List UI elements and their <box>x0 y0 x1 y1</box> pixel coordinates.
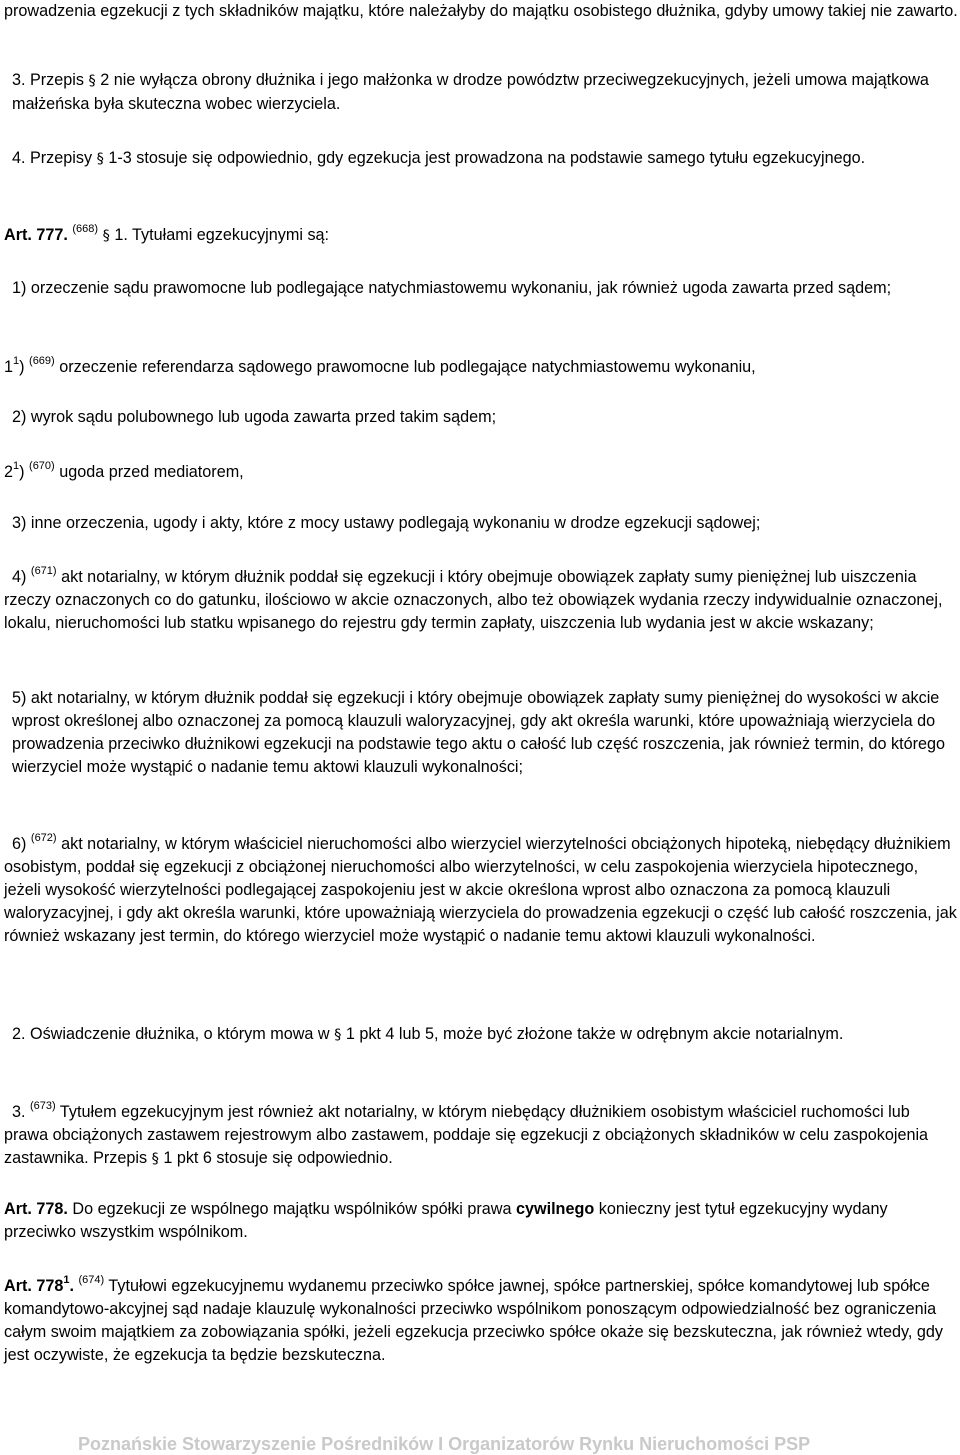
list-item-4: 4) $^{(671)}$ akt notarialny, w którym dłużnik poddał się egzekucji i który obejmuje obowiązek zapłaty sumy pieniężnej lub uiszczenia rzeczy oznaczonych co do gatunku, ilościowo w akcie oznaczonych, albo też obowiązek wydania rzeczy indywidualnie oznaczonej, lokalu, nieruchomości lub statku wpisanego do rejestru gdy termin zapłaty, uiszczenia lub wydania jest w akcie wskazany; <box>4 564 943 632</box>
list-item-2-1: $2^1$) $^{(670)}$ ugoda przed mediatorem, <box>4 459 244 481</box>
footnote-ref: (671) <box>30 564 57 577</box>
article-label: Art. 777. <box>4 226 68 244</box>
paragraph-continuation: prowadzenia egzekucji z tych składników majątku, które należałyby do majątku osobistego dłużnika, gdyby umowy takiej nie zawarto. <box>4 2 958 20</box>
article-label: Art. $778^1$. <box>4 1273 75 1295</box>
article-777-heading: Art. 777. $^{(668)}$ § 1. Tytułami egzekucyjnymi są: <box>4 222 330 244</box>
section-sign: § <box>151 1151 159 1167</box>
section-sign: § <box>88 73 96 89</box>
section-sign: § <box>96 151 104 167</box>
section-sign: § <box>102 228 110 244</box>
footnote-ref: (669) <box>29 354 55 367</box>
list-item-5: 5) akt notarialny, w którym dłużnik poddał się egzekucji i który obejmuje obowiązek zapłaty sumy pieniężnej do wysokości w akcie wprost określonej albo oznaczonej za pomocą klauzuli waloryzacyjnej, gdy akt określa warunki, które upoważniają wierzyciela do prowadzenia przeciwko dłużnikowi egzekucji na podstawie tego aktu o całość lub część roszczenia, jak również termin, do którego wierzyciel może wystąpić o nadanie temu aktowi klauzuli wykonalności; <box>12 689 946 776</box>
article-778-1: Art. $778^1$. $^{(674)}$ Tytułowi egzekucyjnemu wydanemu przeciwko spółce jawnej, spółce partnerskiej, spółce komandytowej lub spółce komandytowo-akcyjnej sąd nadaje klauzulę wykonalności przeciwko wspólnikom ponoszącym odpowiedzialność bez ograniczenia całym swoim majątkiem za zobowiązania spółki, jeżeli egzekucja przeciwko spółce okaże się bezskuteczna, jak również wtedy, gdy jest oczywiste, że egzekucja ta będzie bezskuteczna. <box>4 1273 943 1364</box>
list-item-2: 2) wyrok sądu polubownego lub ugoda zawarta przed takim sądem; <box>12 408 497 426</box>
section-3: 3. $^{(673)}$ Tytułem egzekucyjnym jest również akt notarialny, w którym niebędący dłużnikiem osobistym właściciel ruchomości lub prawa obciążonych zastawem rejestrowym albo zastawem, poddaje się egzekucji z obciążonych składników w celu zaspokojenia zastawnika. Przepis § 1 pkt 6 stosuje się odpowiednio. <box>4 1099 929 1167</box>
paragraph-4: 4. Przepisy § 1-3 stosuje się odpowiednio, gdy egzekucja jest prowadzona na podstawie samego tytułu egzekucyjnego. <box>12 149 866 167</box>
section-2: 2. Oświadczenie dłużnika, o którym mowa w § 1 pkt 4 lub 5, może być złożone także w odrębnym akcie notarialnym. <box>12 1025 844 1043</box>
footnote-ref: (670) <box>29 459 55 472</box>
bold-term: cywilnego <box>515 1200 595 1218</box>
article-778: Art. 778. Do egzekucji ze wspólnego majątku wspólników spółki prawa cywilnego konieczny jest tytuł egzekucyjny wydany przeciwko wszystkim wspólnikom. <box>4 1200 888 1241</box>
article-label: Art. 778. <box>4 1200 68 1218</box>
list-item-1-1: $1^1$) $^{(669)}$ orzeczenie referendarza sądowego prawomocne lub podlegające natychmiastowemu wykonaniu, <box>4 354 756 376</box>
footnote-ref: (672) <box>30 831 57 844</box>
page-footer: Poznańskie Stowarzyszenie Pośredników I Organizatorów Rynku Nieruchomości PSP <box>78 1434 811 1454</box>
list-item-6: 6) $^{(672)}$ akt notarialny, w którym właściciel nieruchomości albo wierzyciel wierzytelności obciążonych hipoteką, niebędący dłużnikiem osobistym, poddał się egzekucji z obciążonej nieruchomości albo wierzytelności, w celu zaspokojenia wierzyciela hipotecznego, jeżeli wysokość wierzytelności podlegającej zaspokojeniu jest w akcie określona wprost albo oznaczona za pomocą klauzuli waloryzacyjnej, i gdy akt określa warunki, które upoważniają wierzyciela do prowadzenia egzekucji o część lub całość roszczenia, jak również wskazany jest termin, do którego wierzyciel może wystąpić o nadanie temu aktowi klauzuli wykonalności. <box>4 831 957 945</box>
list-item-3: 3) inne orzeczenia, ugody i akty, które z mocy ustawy podlegają wykonaniu w drodze egzekucji sądowej; <box>12 514 761 532</box>
paragraph-3: 3. Przepis § 2 nie wyłącza obrony dłużnika i jego małżonka w drodze powództw przeciwegzekucyjnych, jeżeli umowa majątkowa małżeńska była skuteczna wobec wierzyciela. <box>12 71 929 113</box>
footnote-ref: (668) <box>72 222 99 235</box>
section-sign: § <box>334 1027 342 1043</box>
footnote-ref: (674) <box>78 1273 105 1286</box>
footnote-ref: (673) <box>30 1099 56 1112</box>
list-item-1: 1) orzeczenie sądu prawomocne lub podlegające natychmiastowemu wykonaniu, jak również ugoda zawarta przed sądem; <box>12 279 892 297</box>
